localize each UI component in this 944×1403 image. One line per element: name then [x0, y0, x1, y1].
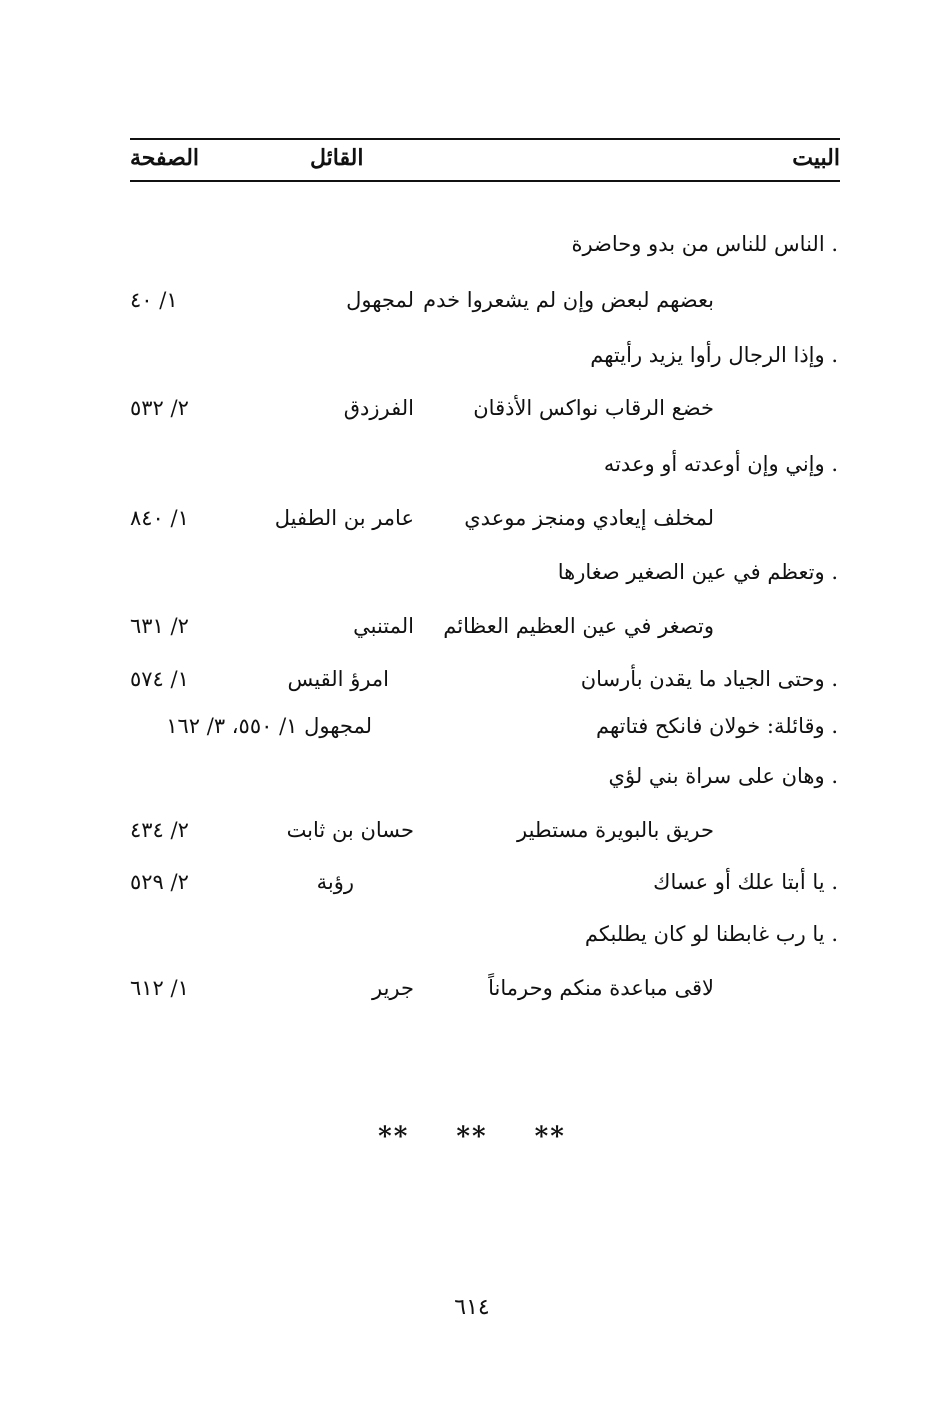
- verse-line: . يا أبتا علك أو عساك: [653, 870, 838, 894]
- speaker-name: رؤبة: [316, 870, 354, 894]
- verse-line: . وحتى الجياد ما يقدن بأرسان: [580, 667, 838, 691]
- separator-mark: **: [534, 1122, 566, 1152]
- verse-line: . وقائلة: خولان فانكح فتاتهم: [595, 714, 838, 738]
- verse-line: . الناس للناس من بدو وحاضرة: [571, 232, 838, 256]
- speaker-name: حسان بن ثابت: [286, 818, 414, 842]
- verse-line: . وإذا الرجال رأوا يزيد رأيتهم: [590, 343, 838, 367]
- speaker-name: لمجهول ١/ ٥٥٠، ٣/ ١٦٢: [166, 714, 372, 738]
- top-rule: [130, 138, 840, 140]
- page-ref: ١/ ٥٧٤: [130, 667, 189, 691]
- page-ref: ١/ ٦١٢: [130, 976, 189, 1000]
- page-ref: ٢/ ٤٣٤: [130, 818, 189, 842]
- header-rule: [130, 180, 840, 182]
- page-ref: ٢/ ٥٣٢: [130, 396, 189, 420]
- speaker-name: عامر بن الطفيل: [274, 506, 414, 530]
- page-ref: ٢/ ٥٢٩: [130, 870, 189, 894]
- header-speaker: القائل: [310, 145, 364, 171]
- verse-line: . وإني وإن أوعدته أو وعدته: [603, 452, 838, 476]
- verse-line: . يا رب غابطنا لو كان يطلبكم: [584, 922, 838, 946]
- verse-line: وتصغر في عين العظيم العظائم: [443, 614, 714, 638]
- speaker-name: لمجهول: [346, 288, 414, 312]
- header-page: الصفحة: [130, 145, 200, 171]
- verse-line: . وهان على سراة بني لؤي: [608, 764, 838, 788]
- page-number: ٦١٤: [454, 1295, 490, 1320]
- separator-mark: **: [378, 1122, 410, 1152]
- page-ref: ٢/ ٦٣١: [130, 614, 189, 638]
- speaker-name: امرؤ القيس: [287, 667, 389, 691]
- verse-line: خضع الرقاب نواكس الأذقان: [473, 396, 714, 420]
- header-verse: البيت: [792, 145, 840, 171]
- page-ref: ١/ ٤٠: [130, 288, 178, 312]
- verse-line: لمخلف إيعادي ومنجز موعدي: [464, 506, 714, 530]
- verse-line: . وتعظم في عين الصغير صغارها: [557, 560, 838, 584]
- verse-line: حريق بالبويرة مستطير: [516, 818, 714, 842]
- verse-line: بعضهم لبعض وإن لم يشعروا خدم: [423, 288, 714, 312]
- speaker-name: جرير: [372, 976, 414, 1000]
- verse-line: لاقى مباعدة منكم وحرماناً: [488, 976, 714, 1000]
- page-ref: ١/ ٨٤٠: [130, 506, 189, 530]
- separator-mark: **: [456, 1122, 488, 1152]
- section-separator: [0, 1122, 944, 1152]
- speaker-name: الفرزدق: [343, 396, 414, 420]
- speaker-name: المتنبي: [353, 614, 414, 638]
